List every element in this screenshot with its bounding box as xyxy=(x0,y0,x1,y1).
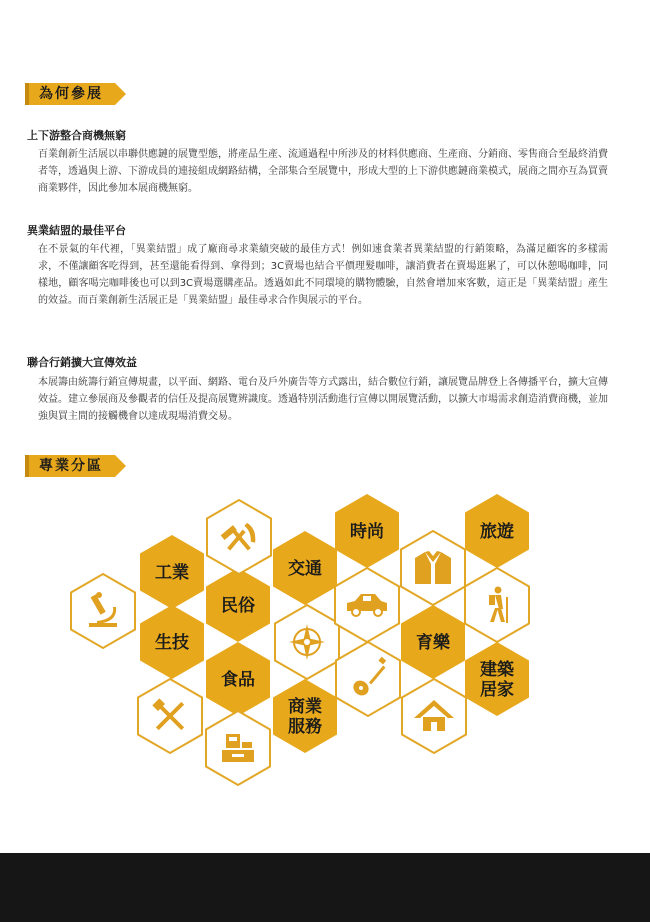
zone-hex-9 xyxy=(465,494,529,568)
section-title-zones: 專業分區 xyxy=(25,455,115,477)
zone-hex-5 xyxy=(273,531,337,605)
hex-guitar xyxy=(336,642,400,716)
zone-label: 生技 xyxy=(155,633,189,653)
zone-label: 時尚 xyxy=(350,522,384,542)
zone-label: 服務 xyxy=(288,717,322,737)
paragraph-heading-3: 聯合行銷擴大宣傳效益 xyxy=(27,356,137,369)
hex-microscope xyxy=(71,574,135,648)
page-footer-band xyxy=(0,853,650,922)
zone-hex-8 xyxy=(401,605,465,679)
zone-label: 民俗 xyxy=(221,596,255,616)
zone-label: 食品 xyxy=(221,670,255,690)
zone-label: 商業 xyxy=(288,697,322,717)
hex-car xyxy=(335,568,399,642)
hex-jacket xyxy=(401,531,465,605)
paragraph-body-2: 在不景氣的年代裡，「異業結盟」成了廠商尋求業績突破的最佳方式！例如速食業者異業結盟的行銷策略，為滿足顧客的多樣需求，不僅讓顧客吃得到，甚至還能看得到、拿得到；3C賣場也結合平價理髮咖啡，讓消費者在賣場逛累了，可以休憩喝咖啡，同樣地，顧客喝完咖啡後也可以到3C賣場選購產品。透過如此不同環境的購物體驗，自然會增加來客數，這正是「異業結盟」產生的效益。而百業創新生活展正是「異業結盟」最佳尋求合作與展示的平台。 xyxy=(38,244,608,306)
hex-hiker xyxy=(465,568,529,642)
zone-label: 工業 xyxy=(155,563,189,583)
section-title-why: 為何參展 xyxy=(25,83,115,105)
paragraph-body-1: 百業創新生活展以串聯供應鏈的展覽型態，將產品生產、流通過程中所涉及的材料供應商、生產商、分銷商、零售商合至最終消費者等，透過與上游、下游成員的連接組成網路結構，全部集合至展覽中，形成大型的上下游供應鏈商業模式，展商之間亦互為買賣商業夥伴，因此參加本展商機無窮。 xyxy=(38,149,608,194)
hex-hammer xyxy=(207,500,271,574)
zone-label: 育樂 xyxy=(416,633,450,653)
zone-label: 建築 xyxy=(480,660,514,680)
zone-hex-10 xyxy=(465,642,529,716)
zone-label: 交通 xyxy=(288,559,322,579)
zone-label: 旅遊 xyxy=(480,522,514,542)
hex-compass xyxy=(275,605,339,679)
zone-hex-6 xyxy=(273,679,337,753)
hex-house xyxy=(402,679,466,753)
hex-cash-register xyxy=(206,711,270,785)
zone-hex-4 xyxy=(206,642,270,716)
zone-hex-1 xyxy=(140,535,204,609)
zone-hex-2 xyxy=(206,568,270,642)
hex-fork-knife xyxy=(138,679,202,753)
zone-label: 居家 xyxy=(480,680,514,700)
paragraph-heading-2: 異業結盟的最佳平台 xyxy=(27,224,126,237)
paragraph-heading-1: 上下游整合商機無窮 xyxy=(27,129,126,142)
zone-hex-7 xyxy=(335,494,399,568)
zone-hex-3 xyxy=(140,605,204,679)
paragraph-body-3: 本展籌由統籌行銷宣傳規畫，以平面、網路、電台及戶外廣告等方式露出，結合數位行銷，讓展覽品牌登上各傳播平台，擴大宣傳效益。建立參展商及參觀者的信任及提高展覽辨識度。透過特別活動進行宣傳以開展覽活動，以擴大市場需求創造消費商機，並加強與買主間的接觸機會以達成現場消費交易。 xyxy=(38,377,608,422)
